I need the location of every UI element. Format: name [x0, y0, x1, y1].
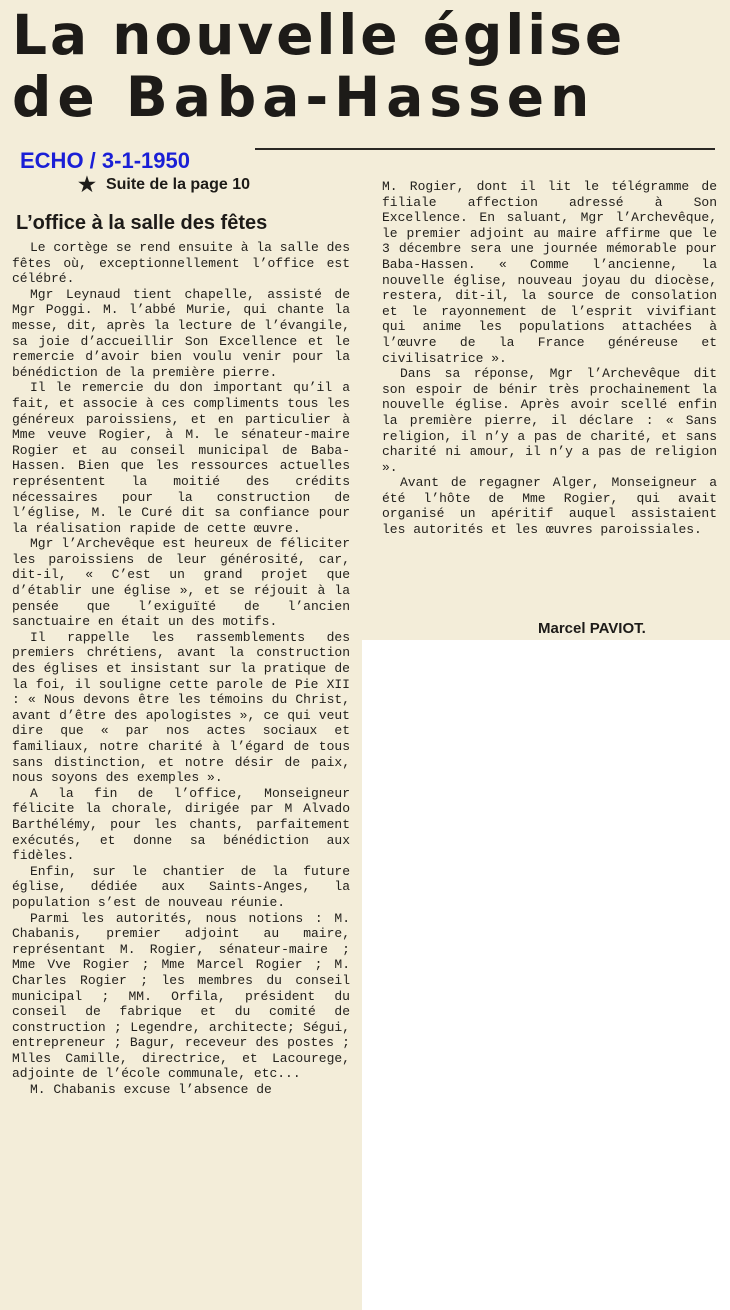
left-column	[12, 240, 350, 1098]
paragraph: M. Rogier, dont il lit le télégramme de filiale affection adressé à Son Excellence. En saluant, Mgr l’Archevêque, le premier adjoint au maire affirme que le 3 décembre sera une journée mémorable pour Baba-Hassen. « Comme l’ancienne, la nouvelle église, nouveau joyau du diocèse, restera, dit-il, la source de consolation et le rayonnement de l’esprit vivifiant qui anime les populations attachées à l’œuvre de la France généreuse et civilisatrice ».	[382, 179, 717, 366]
star-icon: ★	[78, 174, 96, 196]
author-signature: Marcel PAVIOT.	[538, 620, 646, 637]
paragraph: Avant de regagner Alger, Monseigneur a été l’hôte de Mme Rogier, qui avait organisé un apéritif auquel assistaient les autorités et les œuvres paroissiales.	[382, 475, 717, 538]
paragraph: Le cortège se rend ensuite à la salle des fêtes où, exceptionnellement l’office est célébré.	[12, 240, 350, 287]
paragraph: Mgr Leynaud tient chapelle, assisté de Mgr Poggi. M. l’abbé Murie, qui chante la messe, dit, après la lecture de l’évangile, sa joie d’accueillir Son Excellence et le remercie d’avoir bien voulu venir pour la bénédiction de la première pierre.	[12, 286, 350, 380]
continuation-note	[78, 172, 250, 197]
right-column	[382, 179, 717, 538]
paragraph: Mgr l’Archevêque est heureux de féliciter les paroissiens de leur générosité, car, dit-il, « C’est un grand projet que d’établir une église », et se réjouit à la pensée que l’exiguïté de l’ancien sanctuaire en était un des motifs.	[12, 536, 350, 630]
article-headline	[12, 4, 718, 128]
headline-line-2: de Baba-Hassen	[12, 65, 596, 129]
headline-rule	[255, 148, 715, 150]
source-stamp: ECHO / 3-1-1950	[20, 148, 190, 173]
continuation-text: Suite de la page 10	[105, 176, 250, 193]
paragraph: Dans sa réponse, Mgr l’Archevêque dit son espoir de bénir très prochainement la nouvelle église. Après avoir scellé enfin la première pierre, il déclare : « Sans religion, il n’y a pas de charité, et sans charité ni amour, il n’y a pas de religion ».	[382, 366, 717, 475]
section-title: L’office à la salle des fêtes	[16, 212, 268, 234]
paragraph: Il rappelle les rassemblements des premiers chrétiens, avant la construction des églises et insistant sur la pratique de la foi, il souligne cette parole de Pie XII : « Nous devons être les témoins du Christ, avant d’être des apologistes », ce qui veut dire que « par nos actes sociaux et familiaux, notre charité à l’égard de tous sans distinction, et notre désir de paix, nous soyons des exemples ».	[12, 629, 350, 786]
paragraph: A la fin de l’office, Monseigneur félicite la chorale, dirigée par M Alvado Barthélémy, pour les chants, parfaitement exécutés, et donne sa bénédiction aux fidèles.	[12, 785, 350, 864]
paragraph: M. Chabanis excuse l’absence de	[30, 1082, 272, 1098]
paragraph: Enfin, sur le chantier de la future église, dédiée aux Saints-Anges, la population s’est de nouveau réunie.	[12, 863, 350, 910]
paragraph: Parmi les autorités, nous notions : M. Chabanis, premier adjoint au maire, représentant M. Rogier, sénateur-maire ; Mme Vve Rogier ; Mme Marcel Rogier ; M. Charles Rogier ; les membres du conseil municipal ; MM. Orfila, président du conseil de fabrique et du comité de construction ; Legendre, architecte; Ségui, entrepreneur ; Bagur, receveur des postes ; Mlles Camille, directrice, et Lacourege, adjointe de l’école communale, etc...	[12, 910, 350, 1082]
paragraph: Il le remercie du don important qu’il a fait, et associe à ces compliments tous les généreux paroissiens, et en particulier à Mme veuve Rogier, à M. le sénateur-maire Rogier et au conseil municipal de Baba-Hassen. Bien que les ressources actuelles représentent la moitié des crédits nécessaires pour la construction de l’église, M. le Curé dit sa confiance pour la réalisation rapide de cette œuvre.	[12, 380, 350, 536]
headline-line-1: La nouvelle église	[12, 3, 626, 67]
